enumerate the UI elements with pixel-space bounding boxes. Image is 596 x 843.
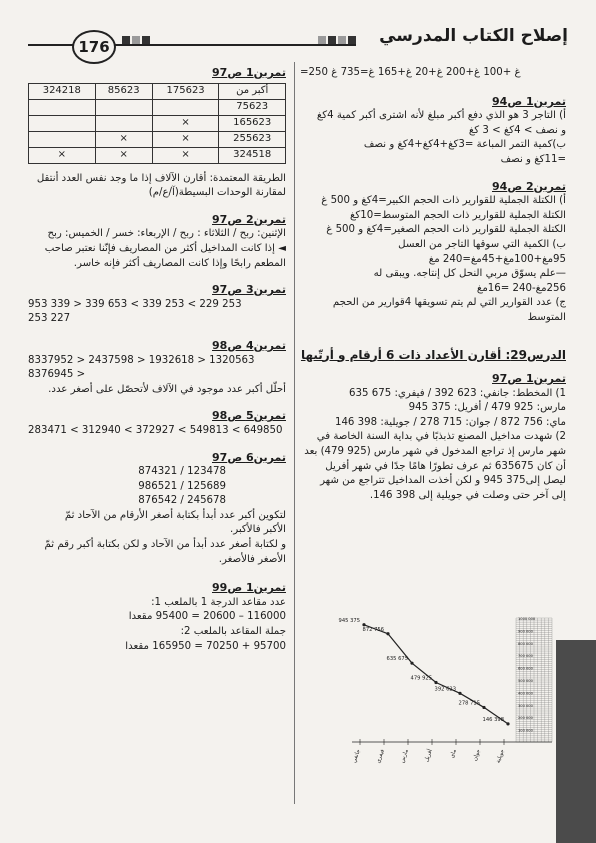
table-row [29, 131, 286, 147]
header-squares-left [122, 36, 150, 44]
text-line: إلى آخر حتى وصلت في جويلية إلى 398 146. [369, 489, 566, 501]
x-tick-label: أفريل [423, 748, 434, 763]
text-line: 953 339 > 339 653 < 339 253 < 229 253 [28, 298, 242, 310]
text-line: لمقارنة الوحدات البسيطة(آ/ع/م) [148, 187, 286, 199]
table-cell: 324518 [219, 147, 286, 163]
x-tick-label: جويلية [495, 748, 506, 765]
x-tick-label: ماي [449, 748, 458, 760]
data-label: 146 398 [482, 716, 504, 723]
table-cell [152, 99, 219, 115]
text-line: 1) المخطط: جانفي: 623 392 / فيفري: 675 635 [349, 387, 566, 399]
text-line: أ) الكتلة الجملية للقوارير ذات الحجم الكبير=4كغ و 500 غ [321, 195, 566, 207]
text-line: 95مغ+100مغ+45مغ=240 مغ [428, 253, 566, 265]
exercise-title: تمرين5 ص98 [212, 409, 286, 423]
text-line: 8376945 > [28, 369, 86, 381]
exercise-title: تمرين6 ص97 [212, 450, 286, 464]
text-line: أن كان 635675 ثم عرف تطورًا هامًا جدًا في شهر أفريل [325, 460, 566, 472]
y-tick-label: 900 000 [518, 629, 533, 634]
page-number: 176 [72, 30, 116, 64]
text-line: و نصف > 4كغ > 3 كغ [468, 124, 566, 136]
x-tick-label: مارس [399, 748, 410, 764]
exercise-title: تمرين3 ص97 [212, 283, 286, 297]
y-tick-label: 600 000 [518, 666, 533, 671]
table-cell: 255623 [219, 131, 286, 147]
text-line: أ) التاجر 3 هو الذي دفع أكبر مبلغ لأنه اشترى أكبر كمية 4كغ [316, 110, 566, 122]
text-line: ج) عدد القوارير التي لم يتم تسويقها 4قوارير من الحجم [332, 297, 566, 309]
y-tick-label: 800 000 [518, 641, 533, 646]
y-tick-label: 100 000 [518, 728, 533, 733]
left-column [28, 66, 286, 654]
data-point [482, 706, 485, 709]
text-line: الكتلة الجملية للقوارير ذات الحجم الصغير=4كغ و 500 غ [326, 224, 566, 236]
table-cell [29, 115, 96, 131]
exercise-title: تمرين1 ص97 [492, 372, 566, 386]
text-line: 2) شهدت مداخيل المصنع تذبذبًا في بداية السنة الخاصة في [316, 431, 566, 443]
table-cell: أكبر من [219, 83, 286, 99]
table-cell: 75623 [219, 99, 286, 115]
data-point [458, 692, 461, 695]
side-grey-block [556, 640, 596, 843]
data-label: 392 623 [434, 686, 456, 693]
y-tick-label: 400 000 [518, 691, 533, 696]
text-line: 253 227 [28, 313, 71, 325]
comparison-table [28, 83, 286, 164]
x-tick-label: فيفري [375, 748, 386, 765]
text-line: 125689 / 986521 [138, 480, 226, 492]
exercise-title: تمرين1 ص94 [492, 94, 566, 108]
data-label: 635 675 [386, 656, 408, 663]
table-cell: 165623 [219, 115, 286, 131]
table-row [29, 147, 286, 163]
x-tick-label: جانفي [351, 748, 362, 764]
chart-svg [334, 600, 556, 800]
text-line: الأصغر فالأصغر. [218, 553, 286, 565]
text-line: جملة المقاعد بالملعب 2: [180, 626, 286, 638]
text-line: =11كغ و نصف [500, 153, 566, 165]
text-line: أحلّل أكبر عدد موجود في الآلاف لأتحصّل على أصغر عدد. [48, 383, 286, 395]
text-line: ◄ إذا كانت المداخيل أكثر من المصاريف فإنّنا نعتبر صاحب [44, 242, 286, 254]
text-line: 283471 < 312940 < 372927 < 549813 < 649850 [28, 424, 283, 436]
table-cell [29, 99, 96, 115]
text-line: المطعم رابحًا وإذا كانت المصاريف أكثر فإنه خاسر. [73, 257, 286, 269]
y-tick-label: 300 000 [518, 703, 533, 708]
lesson-title: الدرس29: أقارن الأعداد ذات 6 أرقام و أرتّبها [300, 347, 566, 362]
text-line: 256مغ-240 =16مغ [476, 282, 566, 294]
text-line: عدد مقاعد الدرجة 1 بالملعب 1: [151, 596, 286, 608]
exercise-title: تمرين4 ص98 [212, 338, 286, 352]
text-line: المتوسط [527, 311, 566, 323]
text-line: ماي: 756 872 / جوان: 715 278 / جويلية: 398 146 [334, 416, 566, 428]
text-line: الأكبر فالأكبر. [230, 524, 286, 536]
data-point [386, 632, 389, 635]
table-cell: × [95, 147, 152, 163]
table-cell: × [95, 131, 152, 147]
y-tick-label: 200 000 [518, 716, 533, 721]
text-line: ب) الكمية التي سوقها التاجر من العسل [398, 238, 566, 250]
text-line: الكتلة الجملية للقوارير ذات الحجم المتوسط=10كغ [349, 209, 566, 221]
table-cell: 324218 [29, 83, 96, 99]
table-cell [95, 115, 152, 131]
text-line: —علم يسوّق مربي النحل كل إنتاجه. ويبقى له [373, 268, 566, 280]
text-line: الطريقة المعتمدة: أقارن الآلاف إذا ما وجد نفس العدد أنتقل [36, 172, 286, 184]
exercise-title: تمرين2 ص97 [212, 212, 286, 226]
table-header-row [29, 83, 286, 99]
table-row [29, 115, 286, 131]
table-cell: × [29, 147, 96, 163]
table-row [29, 99, 286, 115]
table-cell: × [152, 115, 219, 131]
table-cell: 175623 [152, 83, 219, 99]
text-line: ب)كمية التمر المباعة =3كغ+4كغ+4كغ و نصف [363, 139, 566, 151]
header-squares-right [318, 36, 356, 44]
exercise-title: تمرين1 ص99 [212, 581, 286, 595]
income-line-chart [334, 600, 556, 800]
data-point [506, 722, 509, 725]
text-line: 95700 + 70250 = 165950 مقعدا [125, 640, 286, 652]
table-cell: × [152, 131, 219, 147]
data-label: 945 375 [338, 617, 360, 624]
data-label: 872 756 [362, 626, 384, 633]
text-line: ليصل إلى375 945 و لكن أخذت المداخيل تتراجع من شهر [320, 475, 566, 487]
text-line: و لكتابة أصغر عدد أبدأ من الآحاد و لكن بكتابة أكبر رقم ثمّ [44, 539, 286, 551]
data-point [410, 662, 413, 665]
data-label: 479 925 [410, 675, 432, 682]
y-tick-label: 500 000 [518, 679, 533, 683]
text-line: مارس: 925 479 / أفريل: 375 945 [408, 402, 566, 414]
table-cell [95, 99, 152, 115]
data-label: 278 715 [458, 700, 480, 707]
page-title: إصلاح الكتاب المدرسي [356, 26, 572, 46]
series-line [364, 625, 508, 724]
text-line: الإثنين: ربح / الثلاثاء : ربح / الإربعاء: خسر / الخميس: ربح [47, 228, 286, 240]
table-cell [29, 131, 96, 147]
text-line: شهر مارس إذ تراجع المدخول في شهر مارس (925 479) بعد [304, 446, 566, 458]
text-line: 245678 / 876542 [138, 495, 226, 507]
y-tick-label: 700 000 [518, 654, 533, 659]
sum-line: =250 غ +100 غ+200 غ+20 غ+165 غ=735 غ [300, 67, 521, 78]
y-tick-label: 1000 000 [518, 617, 536, 621]
exercise-title: تمرين1 ص97 [212, 66, 286, 79]
text-line: 116000 – 20600 = 95400 مقعدا [128, 611, 286, 623]
data-point [434, 681, 437, 684]
table-cell: × [152, 147, 219, 163]
exercise-title: تمرين2 ص94 [492, 179, 566, 193]
text-line: 123478 / 874321 [138, 466, 226, 478]
table-cell: 85623 [95, 83, 152, 99]
text-line: 8337952 > 2437598 > 1932618 > 1320563 [28, 354, 255, 366]
column-divider [294, 62, 295, 804]
text-line: لتكوين أكبر عدد أبدأ بكتابة أصغر الأرقام من الآحاد ثمّ [64, 509, 286, 521]
right-column [300, 66, 566, 503]
x-tick-label: جوان [472, 748, 482, 762]
